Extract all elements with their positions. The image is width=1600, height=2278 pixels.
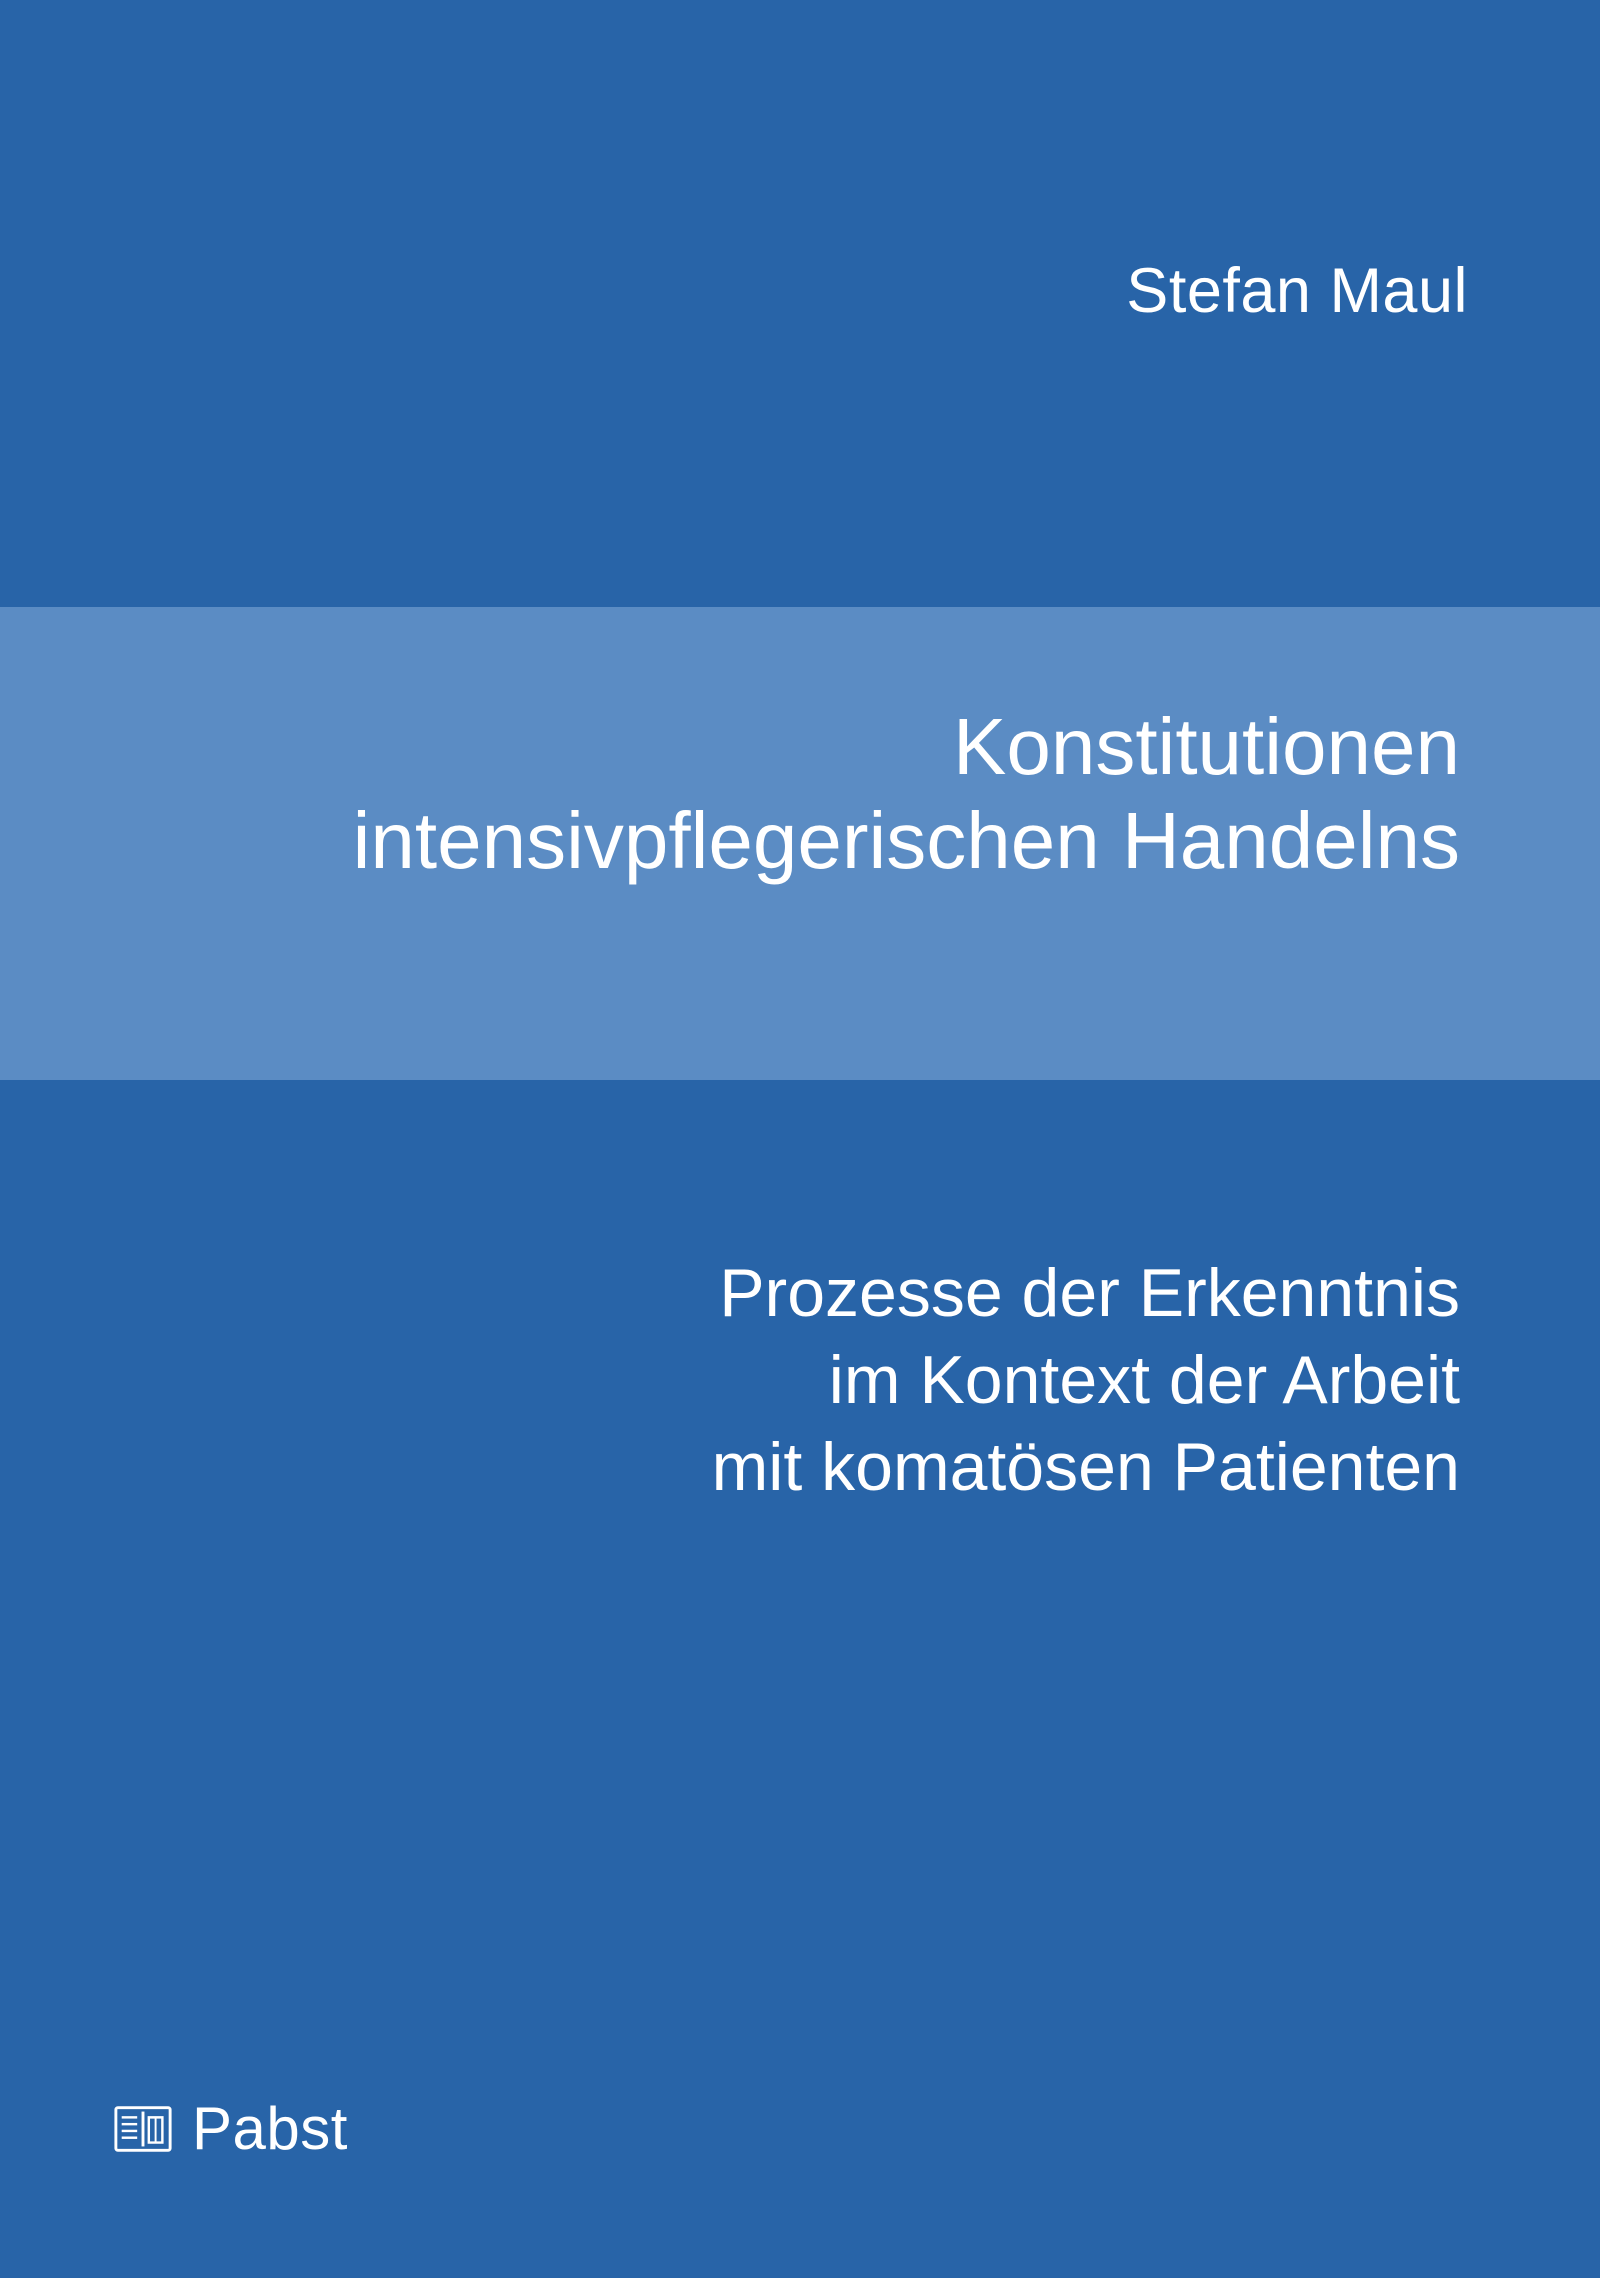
title-line: intensivpflegerischen Handelns xyxy=(352,796,1460,886)
publisher-name: Pabst xyxy=(192,2095,348,2162)
open-book-icon xyxy=(112,2098,174,2160)
publisher-logo-group xyxy=(112,2095,348,2162)
book-subtitle xyxy=(0,1250,1600,1511)
title-line: Konstitutionen xyxy=(952,702,1460,791)
subtitle-line: mit komatösen Patienten xyxy=(711,1429,1460,1506)
author-name: Stefan Maul xyxy=(1126,256,1468,326)
subtitle-line: Prozesse der Erkenntnis xyxy=(719,1255,1460,1331)
subtitle-line: im Kontext der Arbeit xyxy=(828,1342,1460,1419)
book-title xyxy=(0,700,1600,889)
